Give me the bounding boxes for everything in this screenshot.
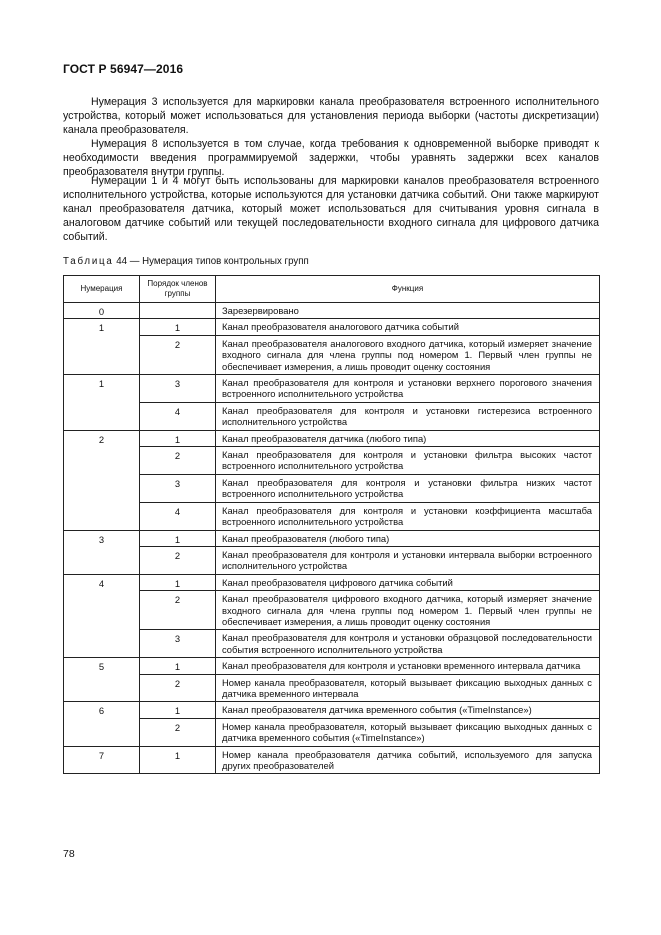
- cell-member-order: 3: [140, 375, 216, 403]
- table-row: [64, 718, 600, 746]
- table-row: [64, 335, 600, 374]
- cell-member-order: 3: [140, 474, 216, 502]
- cell-function: Канал преобразователя для контроля и установки верхнего порогового значения встроенного исполнительного устройства: [216, 375, 600, 403]
- cell-member-order: 2: [140, 335, 216, 374]
- cell-member-order: 2: [140, 546, 216, 574]
- table-header-row: [64, 276, 600, 303]
- cell-function: Канал преобразователя аналогового входного датчика, который измеряет значение входного сигнала для члена группы под номером 1. Первый член группы не обеспечивает измерения, а лишь проводит оценку состояния: [216, 335, 600, 374]
- cell-function: Канал преобразователя аналогового датчика событий: [216, 319, 600, 335]
- table-row: [64, 591, 600, 630]
- cell-member-order: 2: [140, 674, 216, 702]
- cell-member-order: 1: [140, 658, 216, 674]
- paragraph-2: Нумерация 8 используется в том случае, когда требования к одновременной выборке приводят к необходимости введения программируемой задержки, чтобы уравнять задержки всех каналов преобразователя внутри группы.: [63, 138, 599, 179]
- table-row: [64, 546, 600, 574]
- table-row: [64, 702, 600, 718]
- cell-numbering: 1: [64, 319, 140, 375]
- table-row: [64, 303, 600, 319]
- cell-function: Канал преобразователя (любого типа): [216, 530, 600, 546]
- table-caption-title: 44 — Нумерация типов контрольных групп: [116, 256, 309, 267]
- cell-numbering: 7: [64, 746, 140, 774]
- table-row: [64, 674, 600, 702]
- cell-member-order: 1: [140, 430, 216, 446]
- cell-function: Канал преобразователя для контроля и установки фильтра низких частот встроенного исполнительного устройства: [216, 474, 600, 502]
- cell-member-order: 2: [140, 447, 216, 475]
- table-caption-label: Таблица: [63, 256, 114, 267]
- cell-function: Номер канала преобразователя датчика событий, используемого для запуска других преобразователей: [216, 746, 600, 774]
- header-function: Функция: [216, 276, 600, 303]
- cell-numbering: 4: [64, 574, 140, 657]
- cell-numbering: 3: [64, 530, 140, 574]
- cell-function: Канал преобразователя датчика временного события («TimeInstance»): [216, 702, 600, 718]
- cell-function: Канал преобразователя цифрового входного датчика, который измеряет значение входного сигнала для члена группы под номером 1. Первый член группы не обеспечивает измерения, а лишь проводит оценку состояния: [216, 591, 600, 630]
- cell-member-order: 1: [140, 746, 216, 774]
- cell-member-order: [140, 303, 216, 319]
- table-row: [64, 746, 600, 774]
- table-row: [64, 319, 600, 335]
- cell-member-order: 1: [140, 702, 216, 718]
- cell-function: Канал преобразователя для контроля и установки фильтра высоких частот встроенного исполнительного устройства: [216, 447, 600, 475]
- paragraph-3: Нумерации 1 и 4 могут быть использованы для маркировки каналов преобразователя встроенного исполнительного устройства, которые используются для установки датчика событий. Они также маркируют канал преобразователя датчика, который может использоваться для считывания уровня сигнала в аналоговом датчике событий или текущей последовательности входного сигнала для цифрового датчика событий.: [63, 175, 599, 244]
- cell-numbering: 2: [64, 430, 140, 530]
- cell-function: Номер канала преобразователя, который вызывает фиксацию выходных данных с датчика временного интервала: [216, 674, 600, 702]
- grouping-table: [63, 275, 600, 774]
- header-member-order: Порядок членов группы: [140, 276, 216, 303]
- cell-function: Номер канала преобразователя, который вызывает фиксацию выходных данных с датчика временного события («TimeInstance»): [216, 718, 600, 746]
- cell-member-order: 2: [140, 718, 216, 746]
- table-row: [64, 474, 600, 502]
- table-row: [64, 574, 600, 590]
- cell-function: Канал преобразователя для контроля и установки образцовой последовательности события встроенного исполнительного устройства: [216, 630, 600, 658]
- cell-numbering: 0: [64, 303, 140, 319]
- cell-numbering: 5: [64, 658, 140, 702]
- table-body: [64, 303, 600, 774]
- cell-member-order: 1: [140, 530, 216, 546]
- cell-function: Канал преобразователя для контроля и установки временного интервала датчика: [216, 658, 600, 674]
- cell-function: Канал преобразователя цифрового датчика событий: [216, 574, 600, 590]
- table-row: [64, 530, 600, 546]
- table-row: [64, 630, 600, 658]
- cell-member-order: 1: [140, 319, 216, 335]
- table-caption: [63, 256, 309, 267]
- cell-function: Канал преобразователя для контроля и установки интервала выборки встроенного исполнительного устройства: [216, 546, 600, 574]
- cell-function: Зарезервировано: [216, 303, 600, 319]
- header-numbering: Нумерация: [64, 276, 140, 303]
- document-code: ГОСТ Р 56947—2016: [63, 62, 184, 76]
- table-row: [64, 658, 600, 674]
- table-row: [64, 447, 600, 475]
- cell-function: Канал преобразователя датчика (любого типа): [216, 430, 600, 446]
- cell-member-order: 3: [140, 630, 216, 658]
- cell-numbering: 1: [64, 375, 140, 431]
- table-row: [64, 502, 600, 530]
- cell-member-order: 2: [140, 591, 216, 630]
- cell-member-order: 4: [140, 402, 216, 430]
- cell-member-order: 4: [140, 502, 216, 530]
- table-row: [64, 402, 600, 430]
- cell-member-order: 1: [140, 574, 216, 590]
- table-row: [64, 375, 600, 403]
- table-row: [64, 430, 600, 446]
- cell-function: Канал преобразователя для контроля и установки коэффициента масштаба встроенного исполнительного устройства: [216, 502, 600, 530]
- paragraph-1: Нумерация 3 используется для маркировки канала преобразователя встроенного исполнительного устройства, который может использоваться для установления периода выборки (частоты дискретизации) канала преобразователя.: [63, 96, 599, 137]
- cell-numbering: 6: [64, 702, 140, 746]
- page-number: 78: [63, 848, 75, 860]
- cell-function: Канал преобразователя для контроля и установки гистерезиса встроенного исполнительного устройства: [216, 402, 600, 430]
